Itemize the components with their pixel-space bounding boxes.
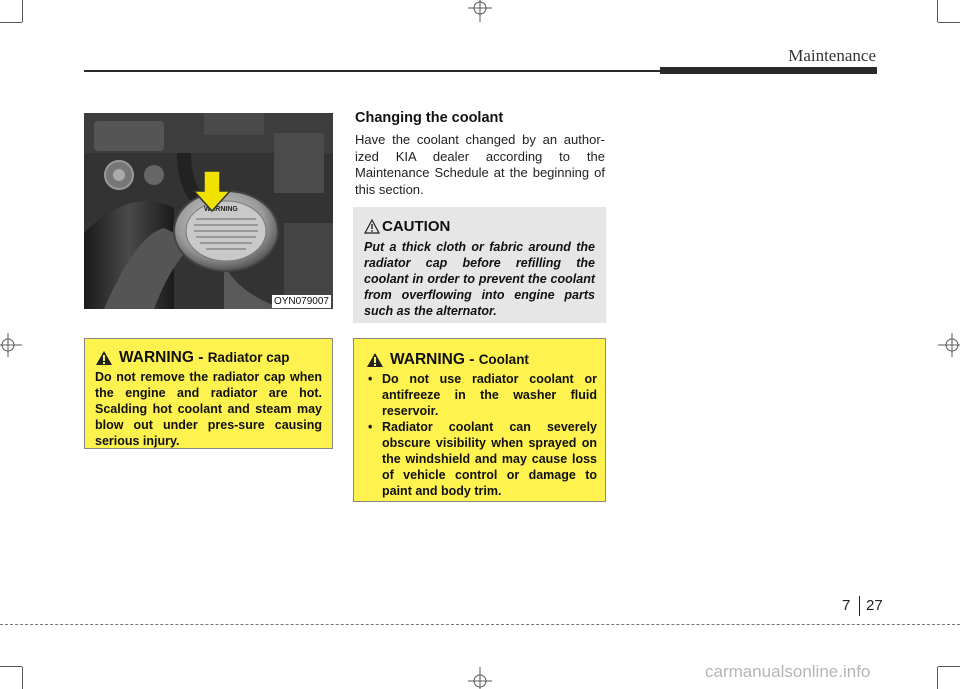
warning-list-item: • Radiator coolant can severely obscure visibility when sprayed on the windshield and may cause loss of vehicle control or damage to paint and body trim. xyxy=(362,419,597,499)
engine-bay-illustration xyxy=(84,113,333,309)
page-number-divider xyxy=(859,596,860,616)
crop-mark xyxy=(0,666,22,667)
warning-title xyxy=(362,349,597,371)
header-rule-tab xyxy=(660,67,877,74)
cap-label: WARNING xyxy=(204,206,238,213)
crop-mark xyxy=(937,667,938,689)
warning-list-item: • Do not use radiator coolant or antifreeze in the washer fluid reservoir. xyxy=(362,371,597,419)
registration-mark-left xyxy=(0,330,22,360)
registration-mark-bottom xyxy=(465,667,495,689)
warning-text: Do not remove the radiator cap when the engine and radiator are hot. Scalding hot coolant and steam may blow out under pres-sure causing serious injury. xyxy=(95,370,322,448)
warning-list xyxy=(362,371,597,499)
crop-mark xyxy=(22,0,23,22)
warning-triangle-icon xyxy=(95,350,113,366)
section-heading: Changing the coolant xyxy=(355,110,504,126)
caution-box xyxy=(353,207,606,323)
caution-text: Put a thick cloth or fabric around the radiator cap before refilling the coolant in order to prevent the coolant from overflowing into engine parts such as the alternator. xyxy=(364,240,595,318)
warning-triangle-icon xyxy=(366,352,384,368)
caution-title: CAUTION xyxy=(382,218,451,235)
warning-title xyxy=(95,347,322,369)
warning-title-label: WARNING - xyxy=(119,349,208,366)
header-rule xyxy=(84,70,660,72)
crop-mark xyxy=(22,667,23,689)
warning-subtitle: Radiator cap xyxy=(207,350,290,365)
caution-triangle-icon xyxy=(364,219,380,234)
section-title: Maintenance xyxy=(788,46,876,65)
registration-mark-right xyxy=(938,330,960,360)
page-number: 27 xyxy=(866,597,883,614)
warning-subtitle: Coolant xyxy=(478,352,529,367)
photo-caption: OYN079007 xyxy=(273,296,329,307)
crop-mark xyxy=(0,22,22,23)
crop-mark xyxy=(938,666,960,667)
chapter-number: 7 xyxy=(842,597,851,614)
radiator-cap-photo xyxy=(84,113,333,309)
warning-box-coolant xyxy=(353,338,606,502)
footer-rule xyxy=(0,624,960,625)
warning-title-label: WARNING - xyxy=(390,351,479,368)
warning-box-radiator-cap xyxy=(84,338,333,449)
body-paragraph: Have the coolant changed by an author-ized KIA dealer according to the Maintenance Schedule at the beginning of this section. xyxy=(355,132,605,197)
crop-mark xyxy=(938,22,960,23)
registration-mark-top xyxy=(465,0,495,22)
watermark-link[interactable]: carmanualsonline.info xyxy=(705,662,871,681)
crop-mark xyxy=(937,0,938,22)
